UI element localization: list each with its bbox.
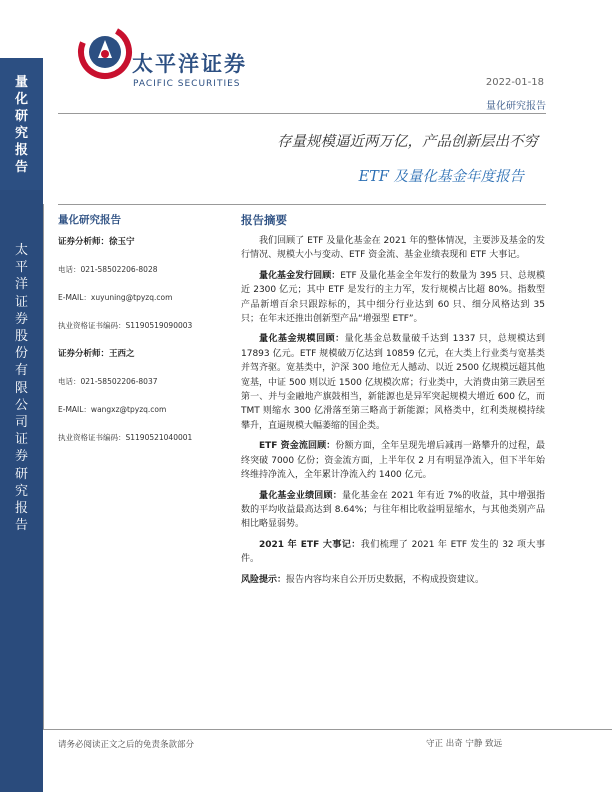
para-label: 量化基金规模回顾： — [259, 334, 345, 345]
sidebar-char: 有 — [14, 363, 28, 379]
sidebar-char: 券 — [14, 449, 28, 465]
analyst-2-email[interactable]: E-MAIL：wangxz@tpyzq.com — [58, 405, 167, 414]
analyst-column — [58, 212, 233, 461]
sidebar-char: 化 — [14, 92, 28, 107]
header-divider — [58, 113, 546, 114]
sidebar-report-type — [0, 58, 43, 190]
left-heading: 量化研究报告 — [58, 214, 121, 226]
report-subtitle: ETF 及量化基金年度报告 — [358, 169, 524, 185]
sidebar-char: 证 — [14, 432, 28, 448]
summary-flow — [241, 439, 545, 482]
company-name-cn: 太平洋证券 — [132, 52, 247, 76]
para-text: 我们梳理了 2021 年 ETF 发生的 32 项大事件。 — [241, 539, 545, 565]
sidebar-char: 司 — [14, 415, 28, 431]
sidebar-char: 报 — [14, 143, 28, 158]
summary-column — [241, 212, 545, 587]
analyst-2 — [58, 349, 233, 377]
summary-events — [241, 538, 545, 567]
sidebar-char: 太 — [14, 243, 28, 258]
footer-disclaimer: 请务必阅读正文之后的免责条款部分 — [58, 740, 195, 750]
summary-heading: 报告摘要 — [241, 213, 287, 227]
para-text: 份额方面，全年呈现先增后减再一路攀升的过程，最终突破 7000 亿份；资金流方面，上半年仅 2 月有明显净流入，但下半年始终维持净流入，全年累计净流入约 1400 亿元。 — [241, 441, 545, 481]
sidebar-char: 券 — [14, 311, 28, 327]
para-label: 2021 年 ETF 大事记： — [259, 539, 361, 550]
sidebar-company — [0, 190, 43, 792]
analyst-2-phone: 电话：021-58502206-8037 — [58, 377, 158, 386]
analyst-1-phone: 电话：021-58502206-8028 — [58, 265, 158, 274]
sidebar-char: 研 — [14, 109, 28, 124]
report-title: 存量规模逼近两万亿，产品创新层出不穷 — [277, 134, 538, 150]
sidebar-char: 究 — [14, 483, 28, 499]
summary-performance — [241, 489, 545, 532]
summary-issuance — [241, 269, 545, 327]
analyst-1-email[interactable]: E-MAIL：xuyuning@tpyzq.com — [58, 293, 173, 302]
sidebar-char: 公 — [14, 397, 28, 413]
column-divider — [43, 204, 44, 729]
para-text: ETF 及量化基金全年发行的数量为 395 只、总规模近 2300 亿元；其中 ETF 是发行的主力军，发行规模占比超 80%。指数型产品新增百余只跟踪标的，其中细分行业达到 60 只、细分风格达到 35 只；在年末还推出创新型产品“增强型 ETF”。 — [241, 270, 545, 325]
sidebar-char: 研 — [14, 466, 28, 482]
footer-motto: 守正 出奇 宁静 致远 — [426, 739, 503, 749]
risk-label: 风险提示： — [241, 574, 287, 585]
analyst-2-cert: 执业资格证书编码：S1190521040001 — [58, 433, 193, 442]
analyst-label: 证券分析师： — [58, 349, 110, 359]
report-type: 量化研究报告 — [486, 101, 546, 112]
summary-scale — [241, 332, 545, 433]
sidebar-char: 告 — [14, 160, 28, 175]
report-date: 2022-01-18 — [485, 77, 544, 88]
para-label: 量化基金业绩回顾： — [259, 490, 342, 501]
sidebar-char: 限 — [14, 380, 28, 396]
analyst-label: 证券分析师： — [58, 237, 110, 247]
para-label: 量化基金发行回顾： — [259, 270, 341, 281]
footer-divider — [43, 729, 612, 730]
para-text: 量化基金在 2021 年有近 7%的收益，其中增强指数的平均收益最高达到 8.64%；与往年相比收益明显缩水，与其他类别产品相比略显弱势。 — [241, 490, 545, 530]
para-text: 量化基金总数量破千达到 1337 只，总规模达到 17893 亿元。ETF 规模破万亿达到 10859 亿元，在大类上行业类与宽基类并驾齐驱。宽基类中，沪深 300 地位无人撼动、以近 2500 亿规模远超其他宽基，中证 500 则以近 1500 亿规模次席；行业类中，大消费由第三跌居至第一、并与金融地产旗鼓相当，新能源也是异军突起规模大增近 600 亿，而 TMT 则缩水 300 亿滑落至第三略高于新能源；风格类中，红利类规模持续攀升，直逼规模大幅萎缩的国企类。 — [241, 334, 545, 431]
sidebar-char: 份 — [14, 346, 28, 362]
analyst-name: 徐玉宁 — [109, 237, 135, 247]
company-name-en: PACIFIC SECURITIES — [133, 79, 241, 89]
title-divider — [58, 204, 546, 205]
sidebar-char: 平 — [14, 260, 28, 276]
sidebar-char: 告 — [14, 518, 28, 534]
para-label: ETF 资金流回顾： — [259, 441, 336, 452]
sidebar-char: 量 — [14, 75, 28, 90]
analyst-name: 王西之 — [109, 349, 135, 359]
sidebar-char: 证 — [14, 294, 28, 310]
risk-text: 报告内容均来自公开历史数据，不构成投资建议。 — [286, 574, 485, 585]
sidebar — [0, 0, 43, 792]
summary-intro: 我们回顾了 ETF 及量化基金在 2021 年的整体情况，主要涉及基金的发行情况、规模大小与变动、ETF 资金流、基金业绩表现和 ETF 大事记。 — [241, 236, 545, 261]
sidebar-char: 洋 — [14, 277, 28, 293]
analyst-1-cert: 执业资格证书编码：S1190519090003 — [58, 321, 193, 330]
risk-warning — [241, 573, 545, 587]
analyst-1 — [58, 237, 233, 265]
sidebar-char: 报 — [14, 501, 28, 517]
sidebar-char: 股 — [14, 329, 28, 345]
sidebar-char: 究 — [14, 126, 28, 141]
